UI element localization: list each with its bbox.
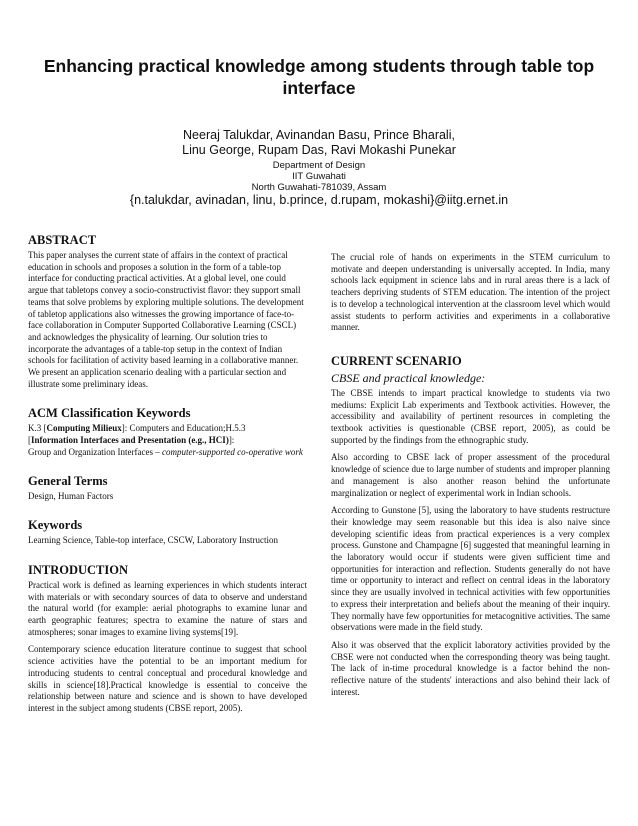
acm-term-computing-milieux: Computing Milieux	[46, 423, 122, 434]
acm-term-information-interfaces: Information Interfaces and Presentation (e.g., HCI)	[31, 435, 229, 446]
stem-paragraph: The crucial role of hands on experiments in the STEM curriculum to motivate and deepen understanding is universally accepted. In India, many schools lack equipment in science labs and in rural areas there is a lack of teachers depriving students of STEM education. The intention of the project is to develop a technological intervention at the classroom level which would assist students to perform activities and experiments in a collaborative manner.	[331, 252, 610, 333]
affiliation	[40, 160, 598, 193]
introduction-paragraph-2: Contemporary science education literature continue to suggest that school science activities have the potential to be an important medium for introducing students to central conceptual and procedural knowledge and skills in science[18].Practical knowledge is essential to conceive the relationship between nature and science and is shown to have developed interest in the subject among students (CBSE report, 2005).	[28, 644, 307, 713]
introduction-heading: INTRODUCTION	[28, 562, 129, 577]
acm-heading: ACM Classification Keywords	[28, 406, 191, 421]
cbse-subheading: CBSE and practical knowledge:	[331, 370, 486, 385]
affiliation-institute: IIT Guwahati	[292, 171, 346, 182]
affiliation-department: Department of Design	[272, 160, 366, 171]
abstract-heading: ABSTRACT	[28, 233, 97, 247]
author-list	[40, 128, 598, 158]
keywords-text: Learning Science, Table-top interface, CSCW, Laboratory Instruction	[28, 535, 279, 546]
author-emails: {n.talukdar, avinadan, linu, b.prince, d.rupam, mokashi}@iitg.ernet.in	[129, 193, 509, 207]
authors-line-1: Neeraj Talukdar, Avinandan Basu, Prince Bharali,	[183, 128, 455, 142]
keywords-heading: Keywords	[28, 518, 83, 533]
general-terms-heading: General Terms	[28, 473, 108, 488]
introduction-paragraph-1: Practical work is defined as learning experiences in which students interact with materials or with secondary sources of data to observe and understand the natural world (for example: aerial photographs to examine lunar and earth geographic features; spectra to examine the nature of stars and atmospheres; sonar images to examine living systems[19].	[28, 579, 307, 637]
general-terms-text: Design, Human Factors	[28, 490, 114, 501]
affiliation-address: North Guwahati-781039, Assam	[251, 182, 387, 193]
current-scenario-heading: CURRENT SCENARIO	[331, 353, 462, 368]
scenario-paragraph-3: According to Gunstone [5], using the laboratory to have students restructure their knowledge may seem reasonable but this idea is also naive since developing scientific ideas from practical experiences is a very complex process. Gunstone and Champagne [6] suggested that meaningful learning in the laboratory would occur if students were given sufficient time and opportunities for interaction and reflection. Students generally do not have time or opportunity to interact and reflect on central ideas in the laboratory since they are usually involved in technical activities with few opportunities to express their interpretation and beliefs about the meaning of their inquiry. They normally have few opportunities for metacognitive activities. The same observations were made in the field study.	[331, 505, 610, 633]
authors-line-2: Linu George, Rupam Das, Ravi Mokashi Punekar	[182, 143, 456, 157]
acm-term-cscw: computer-supported co-operative work	[162, 446, 303, 457]
left-column	[28, 233, 307, 721]
acm-classification: K.3 [Computing Milieux]: Computers and Education;H.5.3 [Information Interfaces and Presentation (e.g., HCI)]: Group and Organization Interfaces – computer-supported co-operative work	[28, 423, 303, 457]
scenario-paragraph-1: The CBSE intends to impart practical knowledge to students via two mediums: Explicit Lab experiments and Textbook activities. However, the accessibility and availability of pertinent resources in completing the textbook activities is questionable (CBSE report, 2005), as could be supported by the findings from the ethnographic study.	[331, 387, 610, 445]
right-column	[331, 252, 610, 705]
paper-title: Enhancing practical knowledge among students through table top interface	[43, 56, 595, 98]
scenario-paragraph-4: Also it was observed that the explicit laboratory activities provided by the CBSE were not conducted when the corresponding theory was being taught. The lack of in-time procedural knowledge is a factor behind the non-reflective nature of the students' interactions and also behind their lack of interest.	[331, 639, 610, 697]
scenario-paragraph-2: Also according to CBSE lack of proper assessment of the procedural knowledge of science due to large number of students and improper planning and management is also another reason behind the unfortunate marginalization or neglect of experimental work in Indian schools.	[331, 452, 610, 498]
abstract-text: This paper analyses the current state of affairs in the context of practical education in schools and proposes a solution in the form of a table-top interface for conducting practical activities. At a global level, one could argue that tabletops convey a socio-constructivist flavor: they support small teams that solve problems by exploring multiple solutions. The development of tabletop applications also witnesses the growing importance of face-to-face collaboration in Computer Supported Collaborative Learning (CSCL) and acknowledges the physicality of learning. Our solution tries to incorporate the advantages of a table-top setup in the context of Indian schools for facilitation of activity based learning in a collaborative manner. We present an application scenario dealing with a particular section and illustrate some preliminary ideas.	[28, 250, 304, 389]
